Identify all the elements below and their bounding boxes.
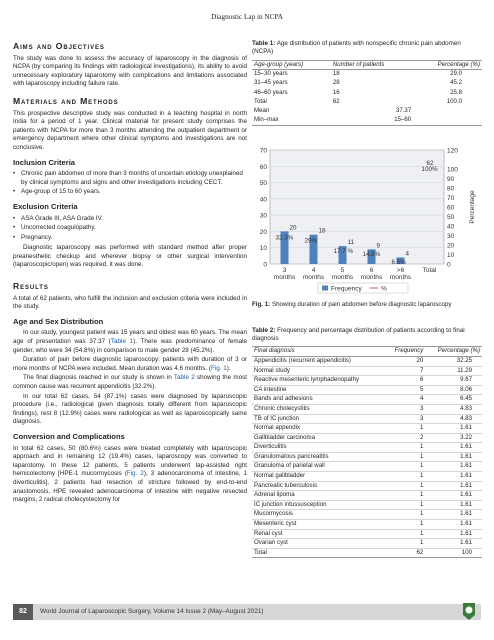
text-run: Duration of pain before diagnostic laparoscopy: patients with duration of 3 or more months of NCPA were included. Mean duration was 4.6 months. ( xyxy=(13,356,247,372)
table-cell: 11.29 xyxy=(425,366,482,376)
exclusion-list xyxy=(13,215,247,243)
table-cell: 1 xyxy=(385,443,425,453)
right-column xyxy=(252,40,482,558)
table-row xyxy=(252,97,482,106)
table-header-row xyxy=(252,347,482,357)
text-run: ). There was predominance of female gender, who were 34 (54.8%) in comparison to male gender 28 (45.2%). xyxy=(13,338,247,354)
y-left-tick-label: 20 xyxy=(259,228,267,236)
x-tick-label: months xyxy=(389,273,412,281)
x-tick-label: 6 xyxy=(369,266,374,274)
table2-caption xyxy=(252,327,482,344)
table-cell: Adrenal lipoma xyxy=(252,491,385,501)
table-cell: Total xyxy=(254,97,267,105)
table-row xyxy=(252,500,482,510)
table-cell: 1 xyxy=(385,452,425,462)
bar-value-label: 4 xyxy=(405,250,410,258)
legend-label: Frequency xyxy=(331,285,362,293)
duration-bar-chart xyxy=(252,144,482,299)
table-cell: 62 xyxy=(385,548,425,558)
table2-link[interactable]: Table 2 xyxy=(173,374,195,382)
table-row xyxy=(252,452,482,462)
caption-label: Table 2: xyxy=(252,326,276,334)
table-cell: 3.22 xyxy=(425,433,482,443)
results-heading: Results xyxy=(13,281,49,292)
table-cell: 7 xyxy=(385,366,425,376)
table-row xyxy=(252,88,482,97)
results-text: A total of 62 patients, who fulfill the inclusion and exclusion criteria were included in the study. xyxy=(13,294,247,311)
table-cell: 62 xyxy=(332,97,340,105)
table-cell: Mesenteric cyst xyxy=(252,520,385,530)
table-cell: 1.61 xyxy=(425,520,482,530)
y-right-tick-label: 80 xyxy=(447,185,455,193)
table-row xyxy=(252,376,482,386)
table-cell: Ovarian cyst xyxy=(252,539,385,549)
inclusion-item: • Age-group of 15 to 60 years. xyxy=(13,188,247,197)
table-cell: 16 xyxy=(332,88,340,96)
table-cell: 1.61 xyxy=(425,500,482,510)
table-cell: 5 xyxy=(385,385,425,395)
y-left-tick-label: 30 xyxy=(259,212,267,220)
table-cell: Normal appendix xyxy=(252,424,385,434)
table-cell: Appendicitis (recurrent appendicitis) xyxy=(252,356,385,366)
bar-value-label: 20 xyxy=(289,223,297,231)
table-row xyxy=(252,79,482,88)
x-tick-label: Total xyxy=(422,266,437,274)
y-left-tick-label: 70 xyxy=(259,147,267,155)
conversion-heading: Conversion and Complications xyxy=(13,431,125,441)
column-header: Number of patients xyxy=(331,60,413,70)
y-right-tick-label: 120 xyxy=(447,147,458,155)
table-cell: 1 xyxy=(385,462,425,472)
table-cell: 1 xyxy=(385,424,425,434)
age-sex-heading: Age and Sex Distribution xyxy=(13,316,104,326)
table-cell: Normal study xyxy=(252,366,385,376)
table-cell: Reactive mesenteric lymphadenopathy xyxy=(252,376,385,386)
table-cell: 1.61 xyxy=(425,481,482,491)
table-cell: 2 xyxy=(385,433,425,443)
table-cell: Gallbladder carcinoma xyxy=(252,433,385,443)
table-cell: 100.0 xyxy=(446,97,462,105)
age-paragraph-1 xyxy=(13,329,247,355)
column-header: Percentage (%) xyxy=(413,60,482,70)
table-cell: 31–45 years xyxy=(254,79,288,87)
inclusion-list xyxy=(13,170,247,197)
aims-text: The study was done to assess the accuracy of laparoscopy in the diagnosis of NCPA (by comparing its findings with radiological investigations), its ability to avoid unnecessary exploratory laparotomy with complications and limitations associated with laparoscopy including failure rate. xyxy=(13,54,247,88)
table-cell: 4 xyxy=(385,395,425,405)
text-run: In our study, youngest patient was 15 years and oldest was 60 years. The mean age of presentation was 37.37 ( xyxy=(13,329,247,346)
y-right-tick-label: 20 xyxy=(447,242,455,250)
legend-swatch-frequency xyxy=(322,285,328,290)
x-tick-label: months xyxy=(360,273,383,281)
table-cell: 20 xyxy=(385,356,425,366)
methods-text: This prospective descriptive study was conducted in a teaching hospital in north India for a period of 1 year. Clinical material for present study comprises the patients with NCPA for more than 3 months attending the outpatient department or emergency department where other clinical symptoms and investigations are not conclusive. xyxy=(13,109,247,151)
table-cell: Bands and adhesions xyxy=(252,395,385,405)
text-run: In total 62 cases, 50 (80.6%) cases were treated completely with laparoscopic approach and in remaining 12 (19.4%) cases, laparoscopy was converted to laparotomy. In these 12 patients, 5 patients underwent lap-assisted right hemicolectomy [HPE-1 mucormycosis ( xyxy=(13,444,247,478)
text-run: The final diagnosis reached in our study is shown in xyxy=(23,374,174,382)
y-right-tick-label: 30 xyxy=(447,232,455,240)
y-left-tick-label: 40 xyxy=(259,195,267,203)
age-paragraph-4: In our total 62 cases, 54 (87.1%) cases were diagnosed by laparoscopic procedure (i.e., radiological given diagnosis totally different from laparoscopic findings), rest 8 (12.9%) cases were radiological as well as laparoscopically same diagnosis. xyxy=(13,392,247,426)
x-tick-label: 4 xyxy=(311,266,316,274)
table-row xyxy=(252,404,482,414)
y-right-tick-label: 50 xyxy=(447,213,455,221)
table-cell: 1.61 xyxy=(425,510,482,520)
table-cell: 1 xyxy=(385,539,425,549)
table-cell: Min–max xyxy=(252,116,331,125)
table-cell: 100 xyxy=(425,548,482,558)
table-cell: 1.61 xyxy=(425,529,482,539)
y-right-axis-label: Percentage xyxy=(469,189,476,224)
table-row xyxy=(252,472,482,482)
table-row xyxy=(252,520,482,530)
table-cell: 9.67 xyxy=(425,376,482,386)
bar-value-label: 9 xyxy=(376,241,381,249)
table-cell: 1 xyxy=(385,491,425,501)
column-header: Frequency xyxy=(385,347,425,357)
table-row xyxy=(252,510,482,520)
table-cell: 4.83 xyxy=(425,404,482,414)
table-cell: 1 xyxy=(385,500,425,510)
y-right-tick-label: 70 xyxy=(447,194,455,202)
journal-citation: World Journal of Laparoscopic Surgery, Volume 14 Issue 2 (May–August 2021) xyxy=(40,608,264,615)
caption-text: Frequency and percentage distribution of patients according to final diagnosis xyxy=(252,326,465,342)
total-percent-label: 100% xyxy=(421,165,438,173)
table-cell: Diverticulitis xyxy=(252,443,385,453)
bar-value-label: 18 xyxy=(318,227,326,235)
text-run: showing the most common cause was recurrent appendicitis (32.2%). xyxy=(13,374,247,390)
table1-link[interactable]: Table 1 xyxy=(110,338,134,346)
inclusion-heading: Inclusion Criteria xyxy=(13,157,76,167)
age-paragraph-2 xyxy=(13,356,247,373)
bar-percent-label: 29% xyxy=(304,236,318,244)
table-cell: 4.83 xyxy=(425,414,482,424)
table-cell: 18 xyxy=(332,70,340,78)
table-row xyxy=(252,116,482,125)
table-cell: 3 xyxy=(385,404,425,414)
x-tick-label: 3 xyxy=(282,266,287,274)
table-cell: 46–60 years xyxy=(254,88,288,96)
table-cell: 1 xyxy=(385,510,425,520)
column-header: Final diagnosis xyxy=(252,347,385,357)
y-left-tick-label: 50 xyxy=(259,179,267,187)
bar-percent-label: 14.5% xyxy=(362,250,381,258)
table-cell: 37.37 xyxy=(395,106,412,114)
table1-caption xyxy=(252,40,482,57)
caption-text: Showing duration of pain abdomen before diagnostic laparoscopy xyxy=(270,300,452,308)
table-row xyxy=(252,356,482,366)
table-cell: 45.2 xyxy=(450,79,462,87)
exclusion-item: • ASA Grade III, ASA Grade IV. xyxy=(13,215,247,224)
table-cell: 1 xyxy=(385,481,425,491)
table-cell: 1.61 xyxy=(425,462,482,472)
left-column xyxy=(13,40,247,506)
table-cell: 15–30 years xyxy=(254,70,288,78)
x-tick-label: months xyxy=(302,273,325,281)
bar-percent-label: 17.7 % xyxy=(333,247,354,255)
publisher-logo-icon xyxy=(461,601,477,621)
page-footer xyxy=(13,604,481,620)
age-paragraph-3 xyxy=(13,374,247,391)
table-cell: Pancreatic tuberculosis xyxy=(252,481,385,491)
table-cell xyxy=(413,116,482,125)
table-row xyxy=(252,491,482,501)
table-row xyxy=(252,462,482,472)
table-cell: CA intestine xyxy=(252,385,385,395)
table-cell: Granulomatous pancreatitis xyxy=(252,452,385,462)
table-cell: 6.45 xyxy=(425,395,482,405)
table-row xyxy=(252,443,482,453)
age-distribution-table xyxy=(252,60,482,126)
table-cell: Renal cyst xyxy=(252,529,385,539)
x-tick-label: months xyxy=(273,273,296,281)
column-header: Age-group (years) xyxy=(252,60,331,70)
table-cell: 6 xyxy=(385,376,425,386)
y-right-tick-label: 40 xyxy=(447,223,455,231)
table-row xyxy=(252,385,482,395)
inclusion-item: • Chronic pain abdomen of more than 3 months of uncertain etiology unexplained by clinical symptoms and signs and other investigations including CECT. xyxy=(13,170,247,187)
y-left-tick-label: 10 xyxy=(259,244,267,252)
y-right-tick-label: 0 xyxy=(447,261,451,269)
exclusion-item: • Pregnancy. xyxy=(13,234,247,243)
table-cell: 1.61 xyxy=(425,539,482,549)
bar-percent-label: 6.5% xyxy=(391,258,406,266)
table-row xyxy=(252,548,482,558)
bar-percent-label: 32.3% xyxy=(275,233,294,241)
table-cell: 1.61 xyxy=(425,472,482,482)
y-left-tick-label: 0 xyxy=(263,261,267,269)
exclusion-item: • Uncorrected coagulopathy. xyxy=(13,224,247,233)
table-cell: 1.61 xyxy=(425,424,482,434)
table-cell: Mean xyxy=(254,106,270,114)
y-right-tick-label: 10 xyxy=(447,251,455,259)
table-row xyxy=(252,529,482,539)
table-cell: IC junction intussusception xyxy=(252,500,385,510)
table-cell xyxy=(413,107,482,116)
table-cell: 8.06 xyxy=(425,385,482,395)
table-row xyxy=(252,539,482,549)
y-right-tick-label: 100 xyxy=(447,166,458,174)
running-head: Diagnostic Lap in NCPA xyxy=(211,13,283,21)
table-cell: 1.61 xyxy=(425,491,482,501)
x-tick-label: >6 xyxy=(396,266,405,274)
table-cell: 1 xyxy=(385,520,425,530)
text-run: ). xyxy=(226,364,231,372)
legend-label: % xyxy=(381,285,387,293)
y-right-tick-label: 90 xyxy=(447,175,455,183)
table-row xyxy=(252,107,482,116)
table-cell: 29.0 xyxy=(450,70,462,78)
y-right-tick-label: 60 xyxy=(447,204,455,212)
fig2-link[interactable]: Fig. 2 xyxy=(126,470,144,478)
x-tick-label: 5 xyxy=(340,266,345,274)
table-cell: TB of IC junction xyxy=(252,414,385,424)
table-cell: Mucormycosis xyxy=(252,510,385,520)
duration-chart xyxy=(252,144,482,299)
conversion-text xyxy=(13,445,247,505)
table-cell: 3 xyxy=(385,414,425,424)
total-value-label: 62 xyxy=(426,159,434,167)
table-cell: 15–60 xyxy=(331,116,413,125)
table-cell: 1 xyxy=(385,529,425,539)
table-cell: Granuloma of parietal wall xyxy=(252,462,385,472)
table-cell: 1 xyxy=(385,472,425,482)
table-row xyxy=(252,395,482,405)
text-run: ), 3 adenocarcinoma of intestine, 1 diverticulitis], 2 patients had resection of stricture followed by end-to-end anastomosis, HPE revealed adenocarcinoma of intestine with negative resected margins, 2 radical cholecystectomy for xyxy=(13,470,248,504)
table-row xyxy=(252,433,482,443)
methods-text-2: Diagnostic laparoscopy was performed with standard method after proper preanesthetic checkup and wherever biopsy or other surgical intervention (laparoscopic/open) was required, it was done. xyxy=(13,244,247,269)
final-diagnosis-table xyxy=(252,346,482,558)
figure1-caption xyxy=(252,301,482,309)
fig1-link[interactable]: Fig. 1 xyxy=(210,364,227,372)
table-cell: 28 xyxy=(332,79,340,87)
table-row xyxy=(252,481,482,491)
plot-area xyxy=(270,150,444,264)
table-cell: 32.25 xyxy=(425,356,482,366)
table-row xyxy=(252,414,482,424)
table-cell: 1.61 xyxy=(425,443,482,453)
table-header-row xyxy=(252,60,482,70)
caption-text: Age distribution of patients with nonspecific chronic pain abdomen (NCPA) xyxy=(252,40,461,56)
page-number: 82 xyxy=(13,604,33,620)
table-row xyxy=(252,70,482,79)
table-cell: Normal gallbladder xyxy=(252,472,385,482)
table-cell: Total xyxy=(252,548,385,558)
methods-heading: Materials and Methods xyxy=(13,95,119,106)
column-header: Percentage (%) xyxy=(425,347,482,357)
table-cell: Chronic cholecystitis xyxy=(252,404,385,414)
table-row xyxy=(252,424,482,434)
table-row xyxy=(252,366,482,376)
caption-label: Table 1: xyxy=(252,40,276,47)
y-left-tick-label: 60 xyxy=(259,163,267,171)
table-cell: 1.61 xyxy=(425,452,482,462)
exclusion-heading: Exclusion Criteria xyxy=(13,201,78,211)
table-cell: 25.8 xyxy=(450,88,462,96)
bar-value-label: 11 xyxy=(347,238,355,246)
x-tick-label: months xyxy=(331,273,354,281)
caption-label: Fig. 1: xyxy=(252,300,271,308)
aims-heading: Aims and Objectives xyxy=(13,41,105,51)
